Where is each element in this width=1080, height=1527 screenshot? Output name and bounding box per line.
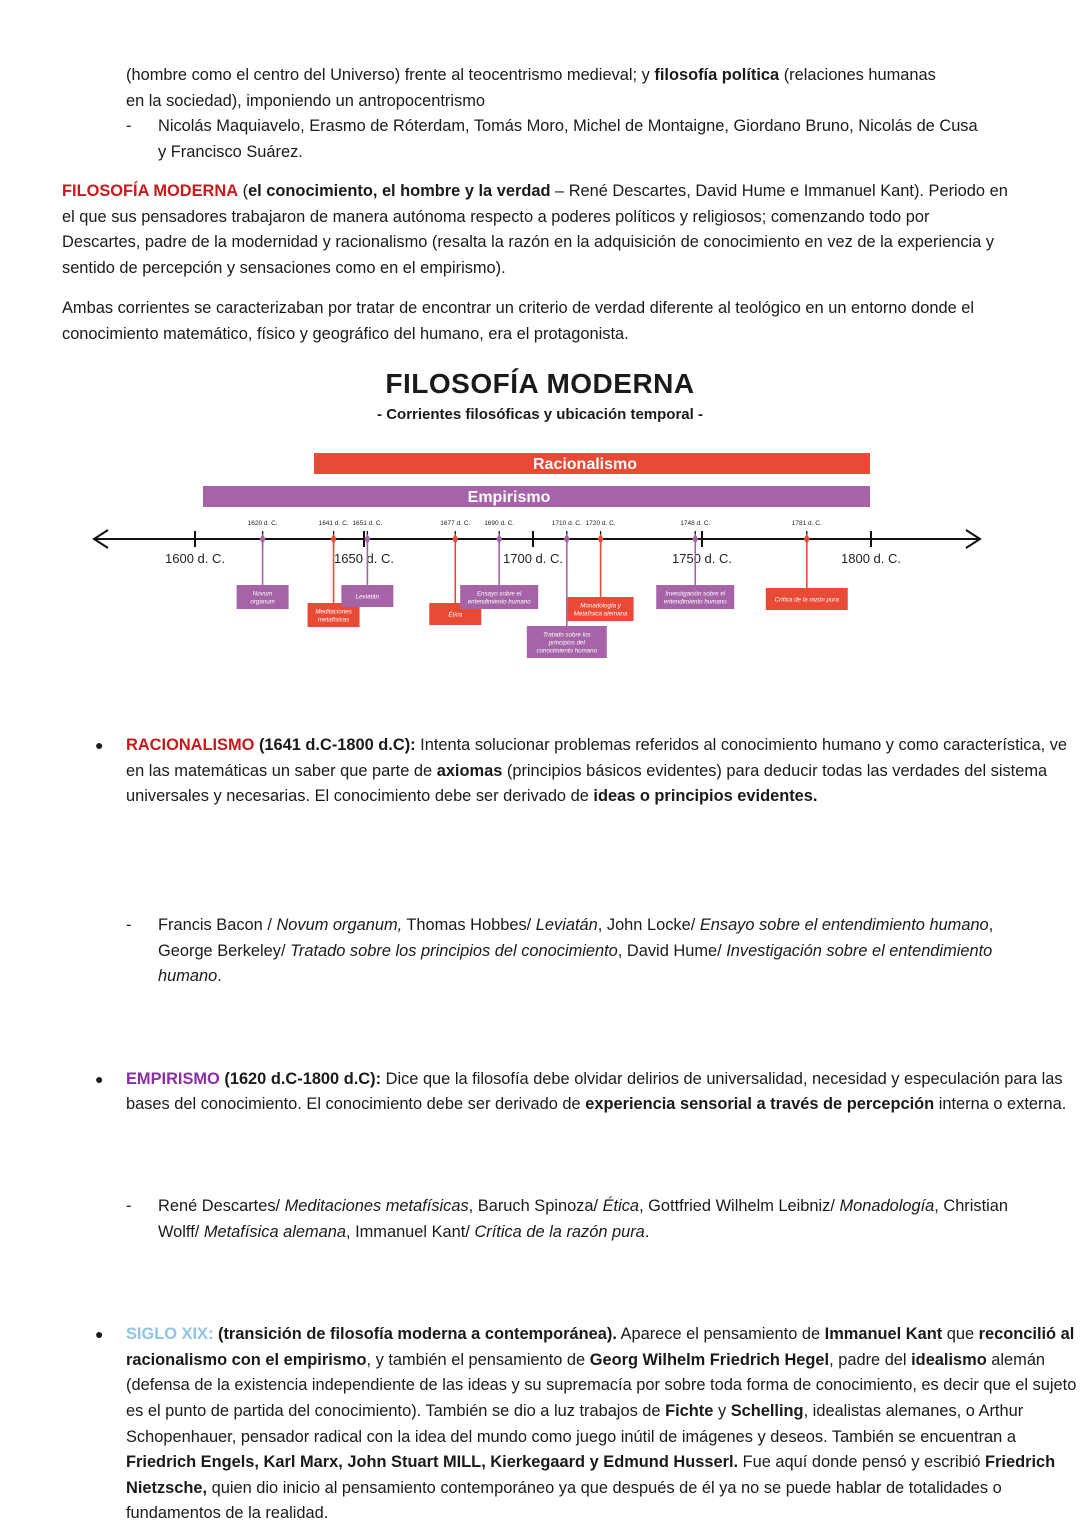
racionalismo-authors: - Francis Bacon / Novum organum, Thomas Hobbes/ Leviatán, John Locke/ Ensayo sobre el entendimiento humano, George Berkeley/ Tratado sobre los principios del conocimiento, David Hume/ Investigación sobre el entendimiento humano. [126,915,994,986]
empirismo-authors: - René Descartes/ Meditaciones metafísicas, Baruch Spinoza/ Ética, Gottfried Wilhelm Leibniz/ Monadología, Christian Wolff/ Metafísica alemana, Immanuel Kant/ Crítica de la razón pura. [126,1196,1009,1241]
racionalismo-bar-label: Racionalismo [532,456,638,473]
event-year-label: 1651 d. C. [352,520,383,527]
event-year-label: 1720 d. C. [585,520,616,527]
event-work-label: Meditaciones [315,608,352,616]
major-tick-label: 1750 d. C. [672,551,732,566]
event-work-label: Investigación sobre el [665,590,726,598]
intro-authors-item: - Nicolás Maquiavelo, Erasmo de Róterdam, Tomás Moro, Michel de Montaigne, Giordano Bruno, Nicolás de Cusa y Francisco Suárez. [126,117,978,161]
event-marker [804,534,810,544]
event-year-label: 1748 d. C. [680,520,711,527]
timeline-event [429,520,481,625]
event-marker [564,534,570,544]
timeline-diagram [0,440,1080,740]
timeline-event [527,520,607,658]
event-marker [364,534,370,544]
empirismo-bar-label: Empirismo [467,489,551,506]
event-work-label: Crítica de la razón pura [774,596,839,604]
major-tick-label: 1800 d. C. [841,551,901,566]
timeline-subtitle: - Corrientes filosóficas y ubicación temporal - [377,406,703,423]
event-marker [692,534,698,544]
event-work-label: entendimiento humano [467,598,531,606]
ambas-paragraph: Ambas corrientes se caracterizaban por tratar de encontrar un criterio de verdad diferente al teológico en un entorno donde el conocimiento matemático, físico y geográfico del humano, era el protagonista. [62,299,975,343]
major-tick-label: 1650 d. C. [334,551,394,566]
event-marker [260,534,266,544]
intro-paragraph: (hombre como el centro del Universo) frente al teocentrismo medieval; y filosofía política (relaciones humanas en la sociedad), imponiendo un antropocentrismo [126,66,936,110]
event-work-label: Monadología y [580,602,621,610]
event-year-label: 1677 d. C. [440,520,471,527]
event-work-label: Metafísica alemana [573,610,628,618]
siglo-xix-heading: SIGLO XIX: [126,1325,214,1344]
event-marker [598,534,604,544]
event-work-label: organum [250,598,275,606]
timeline-event [308,520,360,627]
event-year-label: 1620 d. C. [247,520,278,527]
empirismo-heading: EMPIRISMO [126,1069,220,1088]
event-work-label: Novum [252,590,273,598]
event-year-label: 1710 d. C. [551,520,582,527]
event-year-label: 1690 d. C. [484,520,515,527]
event-work-label: Ensayo sobre el [477,590,522,598]
event-work-label: conocimiento humano [536,647,598,655]
event-year-label: 1781 d. C. [791,520,822,527]
event-work-label: Tratado sobre los [542,631,591,639]
event-marker [452,534,458,544]
event-work-label: Leviatán [355,593,380,601]
siglo-xix-item: ● SIGLO XIX: (transición de filosofía moderna a contemporánea). Aparece el pensamiento de Immanuel Kant que reconcilió al racionalismo con el empirismo, y también el pensamiento de Georg Wilhelm Friedrich Hegel, padre del idealismo alemán (defensa de la existencia independiente de las ideas y su supremacía por sobre toda forma de conocimiento, es decir que el sujeto es el punto de partida del conocimiento). También se dio a luz trabajos de Fichte y Schelling, idealistas alemanes, o Arthur Schopenhauer, pensador radical con la idea del mundo como juego inútil de imágenes y deseos. También se encuentran a Friedrich Engels, Karl Marx, John Stuart MILL, Kierkegaard y Edmund Husserl. Fue aquí donde pensó y escribió Friedrich Nietzsche, quien dio inicio al pensamiento contemporáneo ya que después de él ya no se puede hablar de totalidades o fundamentos de la realidad. [95,1325,1077,1523]
event-year-label: 1641 d. C. [318,520,349,527]
moderna-heading: FILOSOFÍA MODERNA [62,182,239,200]
major-tick-label: 1600 d. C. [165,551,225,566]
event-work-label: metafísicas [317,616,350,624]
racionalismo-item: ● RACIONALISMO (1641 d.C-1800 d.C): Intenta solucionar problemas referidos al conocimiento humano y como característica, ve en las matemáticas un saber que parte de axiomas (principios básicos evidentes) para deducir todas las verdades del sistema universales y necesarias. El conocimiento debe ser derivado de ideas o principios evidentes. [95,736,1068,806]
event-work-label: principios del [548,639,585,647]
event-work-label: entendimiento humano [663,598,727,606]
moderna-paragraph: FILOSOFÍA MODERNA (el conocimiento, el hombre y la verdad – René Descartes, David Hume e Immanuel Kant). Periodo en el que sus pensadores trabajaron de manera autónoma respecto a poderes políticos y religiosos; comenzando todo por Descartes, padre de la modernidad y racionalismo (resalta la razón en la adquisición de conocimiento en vez de la experiencia y sentido de percepción y sensaciones como en el empirismo). [62,182,1008,277]
timeline-event [568,520,634,621]
event-marker [331,534,337,544]
event-work-label: Ética [448,611,463,619]
timeline-event [766,520,848,610]
major-tick-label: 1700 d. C. [503,551,563,566]
empirismo-item: ● EMPIRISMO (1620 d.C-1800 d.C): Dice que la filosofía debe olvidar delirios de universalidad, necesidad y especulación para las bases del conocimiento. El conocimiento debe ser derivado de experiencia sensorial a través de percepción interna o externa. [95,1069,1067,1114]
timeline-title: FILOSOFÍA MODERNA [385,368,695,399]
racionalismo-heading: RACIONALISMO [126,736,255,755]
timeline-event [237,520,289,609]
event-marker [496,534,502,544]
